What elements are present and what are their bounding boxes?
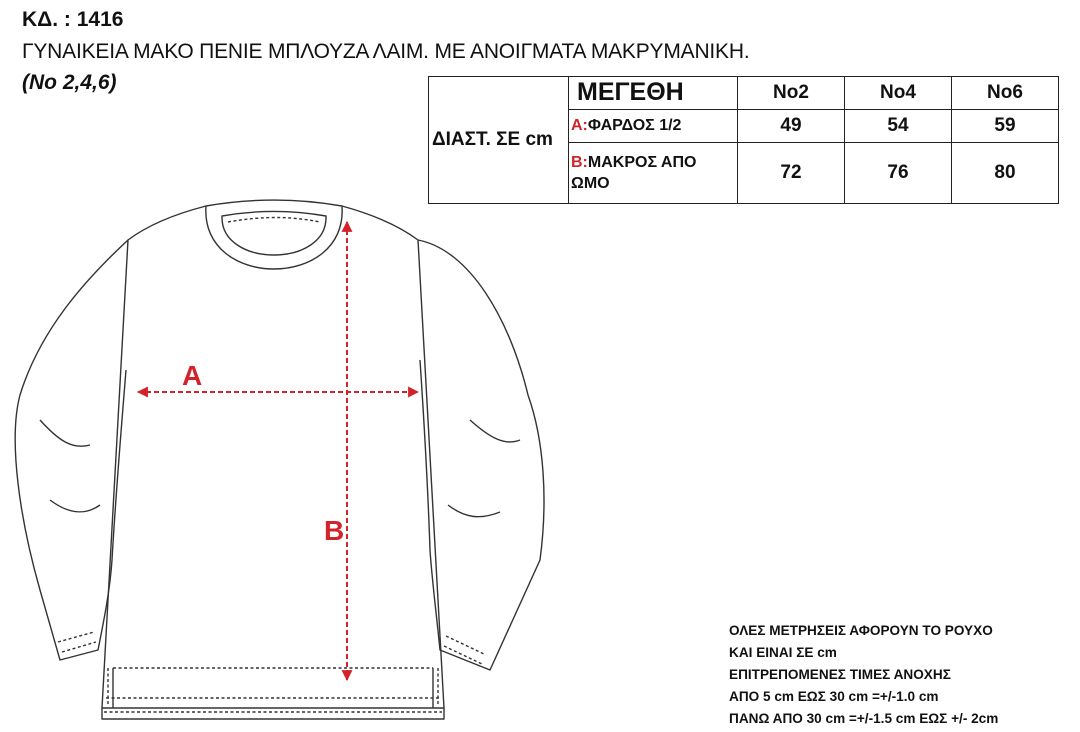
table-cell: 54 (845, 109, 952, 142)
note-line: ΑΠΟ 5 cm ΕΩΣ 30 cm =+/-1.0 cm (729, 689, 939, 704)
note-line: ΠΑΝΩ ΑΠΟ 30 cm =+/-1.5 cm ΕΩΣ +/- 2cm (729, 711, 999, 726)
measure-a-label: A (182, 360, 203, 391)
sizes-header: ΜΕΓΕΘΗ (569, 77, 738, 110)
note-line: ΟΛΕΣ ΜΕΤΡΗΣΕΙΣ ΑΦΟΡΟΥΝ ΤΟ ΡΟΥΧΟ (729, 623, 993, 638)
left-cuff-stitch (58, 632, 96, 652)
shirt-body (102, 206, 444, 708)
right-sleeve-crease (448, 420, 520, 517)
table-cell: 59 (952, 109, 1059, 142)
dimension-label: ΔΙΑΣΤ. ΣΕ cm (429, 77, 569, 204)
tolerance-notes (729, 620, 998, 730)
sizes-note: (No 2,4,6) (22, 71, 117, 94)
table-cell: 76 (845, 142, 952, 203)
row-letter: A: (571, 117, 588, 135)
row-letter: B: (571, 153, 588, 171)
right-sleeve (418, 240, 544, 670)
row-name: ΦΑΡΔΟΣ 1/2 (587, 117, 682, 135)
left-sleeve (15, 240, 128, 660)
measure-b-label: B (324, 515, 345, 546)
neck-stitch (228, 218, 320, 223)
table-cell: 72 (738, 142, 845, 203)
left-sleeve-crease (40, 420, 100, 512)
size-column-header: No6 (952, 77, 1059, 110)
hem-band (102, 708, 444, 719)
size-column-header: No2 (738, 77, 845, 110)
table-cell: 80 (952, 142, 1059, 203)
hem-stitch (104, 698, 442, 712)
product-code: ΚΔ. : 1416 (22, 8, 124, 31)
garment-outline (15, 200, 544, 719)
product-description: ΓΥΝΑΙΚΕΙΑ ΜΑΚΟ ΠΕΝΙΕ ΜΠΛΟΥΖΑ ΛΑΙΜ. ΜΕ ΑΝΟΙΓΜΑΤΑ ΜΑΚΡΥΜΑΝΙΚΗ. (22, 40, 750, 63)
row-name: ΜΑΚΡΟΣ ΑΠΟ ΩΜΟ (571, 153, 697, 192)
note-line: ΚΑΙ ΕΙΝΑΙ ΣΕ cm (729, 645, 837, 660)
size-column-header: No4 (845, 77, 952, 110)
table-cell: 49 (738, 109, 845, 142)
note-line: ΕΠΙΤΡΕΠΟΜΕΝΕΣ ΤΙΜΕΣ ΑΝΟΧΗΣ (729, 667, 951, 682)
